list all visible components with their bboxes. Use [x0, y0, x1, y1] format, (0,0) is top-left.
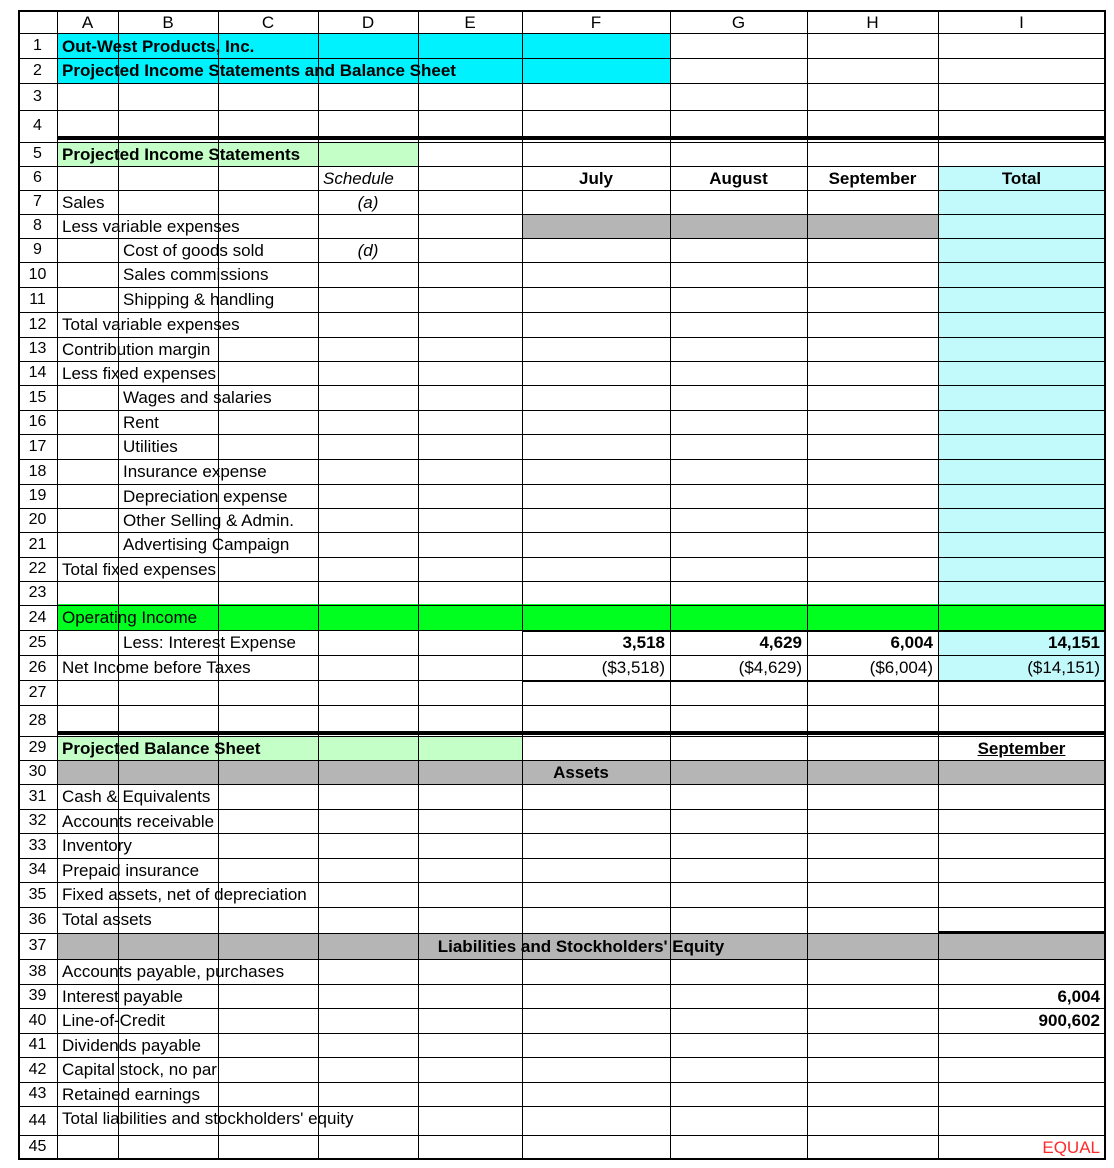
row-number[interactable]: 23	[28, 584, 47, 601]
net-income-august[interactable]: ($4,629)	[738, 658, 802, 677]
row-number[interactable]: 11	[29, 290, 46, 308]
row-less-variable[interactable]: Less variable expenses	[62, 216, 240, 236]
month-september[interactable]: September	[828, 168, 917, 188]
schedule-d[interactable]: (d)	[357, 240, 379, 260]
grid-hline	[18, 110, 1105, 111]
balance-month-header[interactable]: September	[977, 738, 1066, 758]
net-income-total[interactable]: ($14,151)	[1027, 658, 1100, 677]
row-number[interactable]: 37	[28, 937, 47, 954]
row-number[interactable]: 3	[33, 87, 42, 105]
row-depreciation[interactable]: Depreciation expense	[123, 486, 288, 506]
interest-total[interactable]: 14,151	[1048, 633, 1100, 652]
row-number[interactable]: 22	[28, 560, 47, 577]
row-number[interactable]: 40	[28, 1011, 47, 1029]
company-title[interactable]: Out-West Products, Inc.	[62, 36, 255, 56]
col-header-f[interactable]: F	[590, 12, 602, 32]
row-number[interactable]: 32	[28, 812, 47, 829]
row-number[interactable]: 19	[28, 487, 47, 504]
schedule-header[interactable]: Schedule	[323, 168, 394, 188]
schedule-a[interactable]: (a)	[357, 192, 379, 212]
month-total[interactable]: Total	[1001, 168, 1042, 188]
row-number[interactable]: 43	[28, 1085, 47, 1102]
net-income-july[interactable]: ($3,518)	[601, 658, 665, 677]
row-number[interactable]: 41	[28, 1036, 47, 1053]
grid-vline	[218, 10, 219, 1159]
row-rent[interactable]: Rent	[123, 412, 159, 432]
month-july[interactable]: July	[578, 168, 614, 188]
row-number[interactable]: 33	[28, 836, 47, 854]
col-header-a[interactable]: A	[81, 12, 94, 32]
row-prepaid[interactable]: Prepaid insurance	[62, 860, 200, 880]
row-number[interactable]: 17	[28, 437, 47, 455]
grid-hline	[18, 833, 1105, 834]
interest-august[interactable]: 4,629	[759, 633, 802, 652]
report-title[interactable]: Projected Income Statements and Balance Sheet	[62, 61, 456, 80]
row-wages[interactable]: Wages and salaries	[123, 388, 272, 407]
row-total-assets[interactable]: Total assets	[62, 909, 152, 929]
row-number[interactable]: 15	[28, 388, 47, 406]
row-capital-stock[interactable]: Capital stock, no par	[62, 1060, 217, 1079]
row-number[interactable]: 16	[28, 413, 47, 430]
liabilities-header[interactable]: Liabilities and Stockholders' Equity	[437, 936, 725, 956]
row-total-liabilities-equity[interactable]: Total liabilities and stockholders' equity	[62, 1109, 354, 1128]
col-header-b[interactable]: B	[162, 12, 174, 32]
grid-hline	[18, 907, 1105, 908]
row-number[interactable]: 1	[33, 37, 42, 54]
net-income-september[interactable]: ($6,004)	[869, 658, 933, 677]
col-header-h[interactable]: H	[866, 12, 879, 32]
row-number[interactable]: 14	[28, 364, 47, 381]
row-inventory[interactable]: Inventory	[62, 836, 132, 855]
variable-expense-gray-fill	[522, 214, 938, 238]
row-number[interactable]: 39	[28, 987, 47, 1004]
row-cogs[interactable]: Cost of goods sold	[123, 240, 264, 260]
row-dividends[interactable]: Dividends payable	[62, 1035, 201, 1055]
grid-hline	[57, 731, 1105, 735]
row-number[interactable]: 10	[28, 265, 47, 283]
col-header-e[interactable]: E	[464, 12, 476, 32]
row-number[interactable]: 30	[28, 763, 47, 780]
operating-income-fill	[57, 604, 1105, 630]
row-accounts-payable[interactable]: Accounts payable, purchases	[62, 962, 285, 981]
row-net-income[interactable]: Net Income before Taxes	[62, 658, 251, 677]
row-number[interactable]: 42	[28, 1060, 47, 1078]
interest-payable-value[interactable]: 6,004	[1057, 986, 1100, 1006]
row-number[interactable]: 34	[28, 861, 47, 878]
row-commissions[interactable]: Sales commissions	[123, 265, 269, 284]
row-total-variable[interactable]: Total variable expenses	[62, 315, 240, 334]
equal-check[interactable]: EQUAL	[1042, 1137, 1100, 1157]
income-section-title[interactable]: Projected Income Statements	[62, 144, 301, 164]
row-number[interactable]: 5	[33, 145, 42, 162]
grid-hline	[522, 680, 1105, 682]
row-utilities[interactable]: Utilities	[123, 437, 178, 456]
row-number[interactable]: 2	[33, 61, 42, 79]
grid-hline	[18, 190, 1105, 191]
row-number[interactable]: 38	[28, 962, 47, 980]
row-number[interactable]: 28	[28, 711, 47, 729]
row-number[interactable]: 20	[28, 511, 47, 528]
grid-vline	[418, 10, 419, 1159]
row-interest-payable[interactable]: Interest payable	[62, 986, 183, 1006]
row-number[interactable]: 4	[33, 117, 42, 134]
row-accounts-receivable[interactable]: Accounts receivable	[62, 811, 215, 831]
col-header-g[interactable]: G	[731, 12, 746, 32]
row-advertising[interactable]: Advertising Campaign	[123, 535, 290, 554]
row-insurance[interactable]: Insurance expense	[123, 462, 267, 481]
row-number[interactable]: 29	[28, 739, 47, 756]
row-interest-expense[interactable]: Less: Interest Expense	[123, 633, 296, 652]
row-number[interactable]: 24	[28, 608, 47, 626]
interest-september[interactable]: 6,004	[890, 633, 933, 652]
row-number[interactable]: 8	[33, 217, 42, 234]
row-number[interactable]: 45	[28, 1138, 47, 1155]
row-number[interactable]: 9	[33, 241, 42, 258]
row-number[interactable]: 25	[28, 633, 47, 651]
row-number[interactable]: 6	[33, 169, 42, 186]
row-number[interactable]: 31	[28, 787, 47, 805]
row-number[interactable]: 27	[28, 683, 47, 701]
grid-hline	[57, 136, 1105, 140]
month-august[interactable]: August	[709, 168, 768, 188]
row-contribution[interactable]: Contribution margin	[62, 339, 211, 359]
row-number[interactable]: 36	[28, 911, 47, 928]
balance-section-title[interactable]: Projected Balance Sheet	[62, 738, 261, 758]
col-header-i[interactable]: I	[1019, 12, 1024, 32]
row-number[interactable]: 35	[28, 885, 47, 903]
row-line-of-credit[interactable]: Line-of-Credit	[62, 1011, 165, 1030]
row-number[interactable]: 13	[28, 340, 47, 357]
row-fixed-assets[interactable]: Fixed assets, net of depreciation	[62, 885, 307, 904]
row-total-fixed[interactable]: Total fixed expenses	[62, 559, 217, 579]
assets-header[interactable]: Assets	[553, 762, 609, 782]
row-retained-earnings[interactable]: Retained earnings	[62, 1084, 200, 1104]
col-header-d[interactable]: D	[361, 12, 375, 32]
row-operating-income[interactable]: Operating Income	[62, 608, 198, 627]
row-number[interactable]: 12	[28, 315, 47, 333]
col-header-c[interactable]: C	[261, 12, 275, 32]
grid-hline	[18, 705, 1105, 706]
grid-hline	[18, 410, 1105, 411]
row-number[interactable]: 18	[28, 462, 47, 480]
grid-hline	[18, 581, 1105, 582]
row-sales[interactable]: Sales	[62, 192, 105, 212]
row-shipping[interactable]: Shipping & handling	[123, 290, 275, 309]
row-cash[interactable]: Cash & Equivalents	[62, 787, 211, 806]
row-number[interactable]: 44	[28, 1111, 47, 1129]
row-less-fixed[interactable]: Less fixed expenses	[62, 363, 217, 383]
row-number[interactable]: 7	[33, 193, 42, 210]
row-other-sga[interactable]: Other Selling & Admin.	[123, 510, 295, 530]
row-number[interactable]: 26	[28, 658, 47, 676]
row-number[interactable]: 21	[28, 535, 47, 553]
interest-july[interactable]: 3,518	[622, 633, 665, 652]
grid-hline	[18, 83, 1105, 84]
line-of-credit-value[interactable]: 900,602	[1038, 1011, 1100, 1030]
